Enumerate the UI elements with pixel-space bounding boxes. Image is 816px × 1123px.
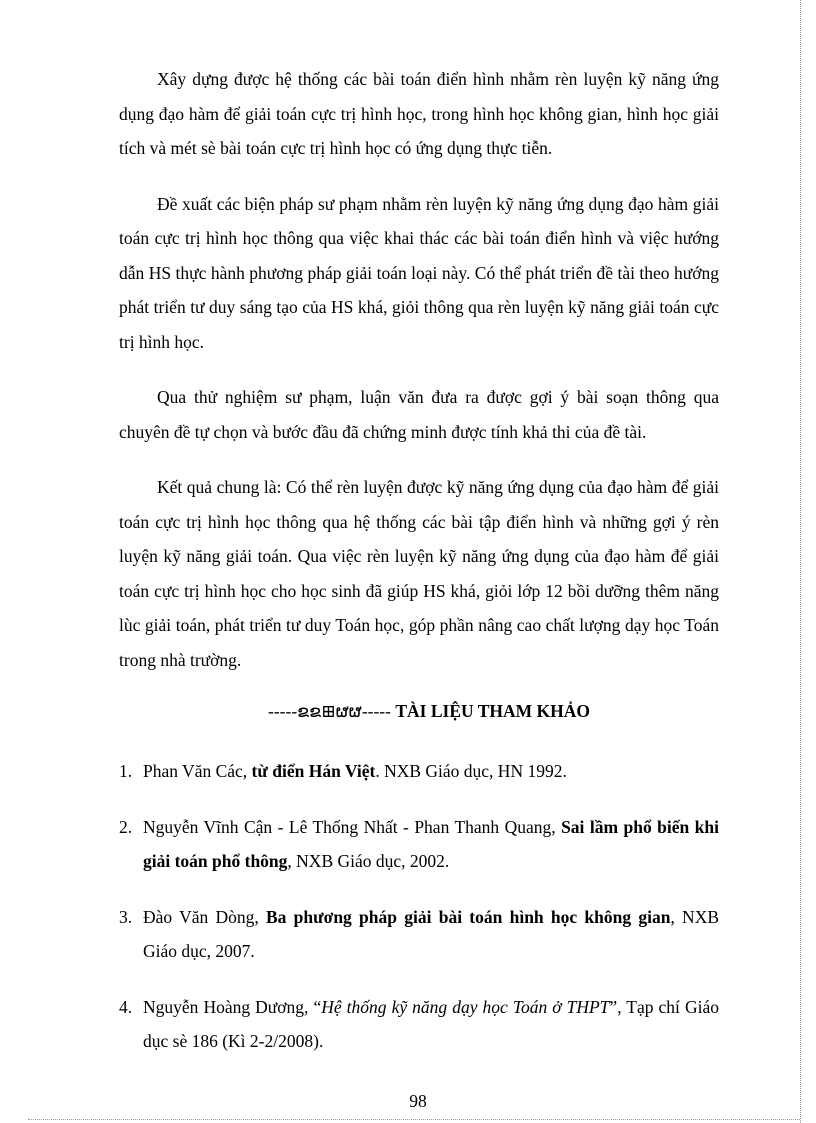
- reference-publisher: . NXB Giáo dục, HN 1992.: [375, 761, 567, 781]
- references-list: [119, 754, 719, 1059]
- reference-publisher: , NXB Giáo dục, 2007.: [143, 906, 720, 961]
- reference-number: 3.: [119, 906, 133, 927]
- reference-title: từ điển Hán Việt: [251, 761, 376, 781]
- reference-item-2: [119, 810, 719, 879]
- reference-title: Hệ thống kỹ năng dạy học Toán ở THPT: [321, 996, 610, 1017]
- reference-text: Đào Văn Dòng,: [143, 906, 266, 927]
- paragraph-1: Xây dựng được hệ thống các bài toán điển hình nhằm rèn luyện kỹ năng ứng dụng đạo hàm để giải toán cực trị hình học, trong hình học không gian, hình học giải tích và mét sè bài toán cực trị hình học có ứng dụng thực tiễn.: [119, 69, 719, 158]
- heading-ornament: -----ຂຂ⊞ຜຜ-----: [268, 701, 391, 721]
- reference-item-4: [119, 990, 719, 1059]
- page-number: 98: [409, 1091, 427, 1111]
- paragraph-4: Kết quả chung là: Có thể rèn luyện được kỹ năng ứng dụng của đạo hàm để giải toán cực trị hình học thông qua hệ thống các bài tập điển hình và những gợi ý rèn luyện kỹ năng giải toán. Qua việc rèn luyện kỹ năng ứng dụng của đạo hàm để giải toán cực trị hình học cho học sinh đã giúp HS khá, giỏi lớp 12 bồi dưỡng thêm năng lùc giải toán, phát triển tư duy Toán học, góp phần nâng cao chất lượng dạy học Toán trong nhà trường.: [119, 477, 719, 670]
- references-heading: [119, 698, 719, 724]
- reference-publisher: , NXB Giáo dục, 2002.: [287, 851, 450, 871]
- page-border-bottom: [28, 1119, 800, 1120]
- reference-number: 4.: [119, 996, 133, 1017]
- reference-title: Sai lầm phổ biến khi giải toán phổ thông: [143, 816, 720, 871]
- page-border-right: [800, 0, 801, 1123]
- reference-text: Nguyễn Vĩnh Cận - Lê Thống Nhất - Phan Thanh Quang,: [143, 816, 562, 837]
- paragraph-2: Đề xuất các biện pháp sư phạm nhằm rèn luyện kỹ năng ứng dụng đạo hàm giải toán cực trị hình học thông qua việc khai thác các bài toán điển hình và việc hướng dẫn HS thực hành phương pháp giải toán loại này. Có thể phát triển đề tài theo hướng phát triển tư duy sáng tạo của HS khá, giỏi thông qua rèn luyện kỹ năng giải toán cực trị hình học.: [119, 193, 719, 352]
- references-title: TÀI LIỆU THAM KHẢO: [395, 701, 590, 721]
- reference-publisher: ”, Tạp chí Giáo dục sè 186 (Kì 2-2/2008).: [143, 996, 719, 1051]
- page-content: [119, 62, 719, 1080]
- reference-number: 2.: [119, 816, 133, 837]
- reference-text: Phan Văn Các,: [143, 761, 252, 781]
- reference-item-3: [119, 900, 719, 969]
- reference-number: 1.: [119, 761, 133, 781]
- paragraph-3: Qua thử nghiệm sư phạm, luận văn đưa ra được gợi ý bài soạn thông qua chuyên đề tự chọn và bước đầu đã chứng minh được tính khả thi của đề tài.: [119, 387, 719, 442]
- reference-item-1: [119, 754, 719, 789]
- reference-text: Nguyễn Hoàng Dương, “: [143, 996, 322, 1017]
- reference-title: Ba phương pháp giải bài toán hình học không gian: [266, 906, 671, 927]
